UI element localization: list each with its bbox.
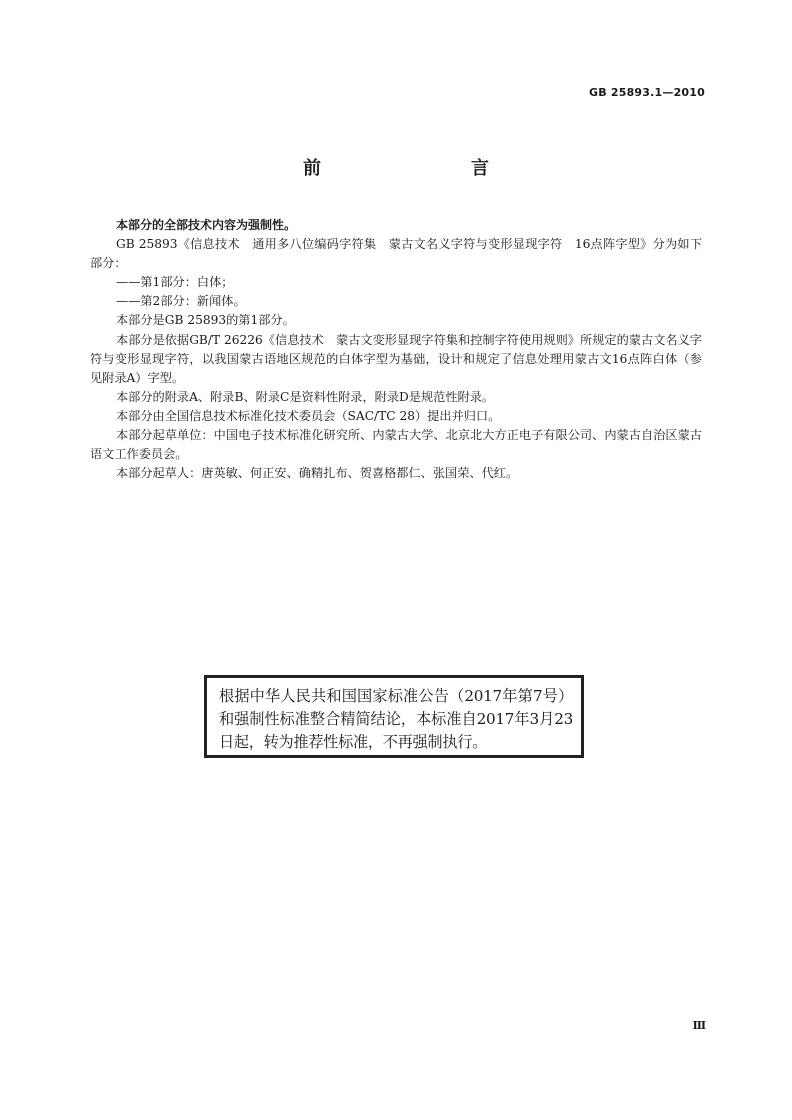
notice-box: 根据中华人民共和国国家标准公告（2017年第7号）和强制性标准整合精简结论，本标准自2017年3月23日起，转为推荐性标准，不再强制执行。 bbox=[204, 675, 584, 758]
foreword-body bbox=[90, 216, 702, 483]
standard-code: GB 25893.1—2010 bbox=[589, 86, 705, 99]
page-number: Ⅲ bbox=[692, 1019, 706, 1032]
paragraph-basis: 本部分是依据GB/T 26226《信息技术 蒙古文变形显现字符集和控制字符使用规则》所规定的蒙古文名义字符与变形显现字符，以我国蒙古语地区规范的白体字型为基础，设计和规定了信息处理用蒙古文16点阵白体（参见附录A）字型。 bbox=[90, 332, 702, 385]
paragraph-drafting-units: 本部分起草单位：中国电子技术标准化研究所、内蒙古大学、北京北大方正电子有限公司、内蒙古自治区蒙古语文工作委员会。 bbox=[90, 428, 702, 462]
list-item-part-1: ——第1部分：白体； bbox=[116, 275, 234, 290]
list-item-part-2: ——第2部分：新闻体。 bbox=[116, 294, 246, 309]
paragraph-drafters: 本部分起草人：唐英敏、何正安、确精扎布、贺喜格都仁、张国荣、代红。 bbox=[116, 466, 519, 481]
paragraph-mandatory-statement: 本部分的全部技术内容为强制性。 bbox=[116, 218, 297, 232]
paragraph-proposer: 本部分由全国信息技术标准化技术委员会（SAC/TC 28）提出并归口。 bbox=[116, 408, 501, 423]
paragraph-standard-parts: GB 25893《信息技术 通用多八位编码字符集 蒙古文名义字符与变形显现字符 16点阵字型》分为如下部分： bbox=[90, 237, 702, 271]
paragraph-part-statement: 本部分是GB 25893的第1部分。 bbox=[116, 313, 295, 328]
page-title: 前 言 bbox=[303, 158, 527, 179]
paragraph-appendices: 本部分的附录A、附录B、附录C是资料性附录，附录D是规范性附录。 bbox=[116, 389, 495, 404]
